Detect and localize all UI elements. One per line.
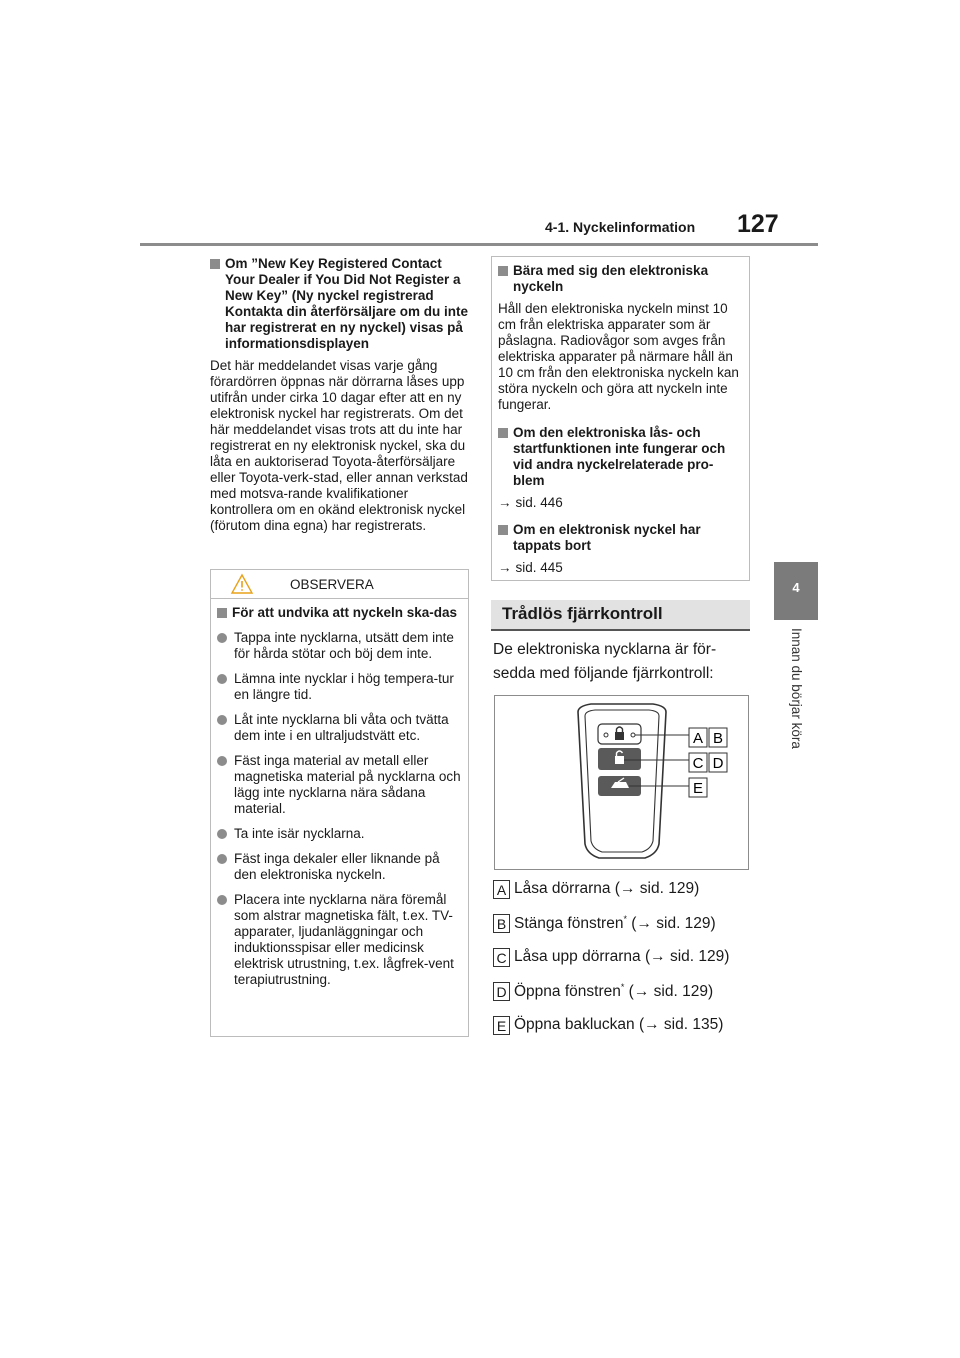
page-reference[interactable]: sid. 129) — [653, 983, 714, 1001]
left-column — [210, 256, 469, 534]
legend-text: Låsa upp dörrarna (→ sid. 129) — [514, 948, 730, 965]
chapter-tab: 4 — [774, 562, 818, 620]
arrow-right-icon: → — [644, 1016, 660, 1033]
bullet-dot-icon — [217, 715, 227, 725]
square-bullet-icon — [498, 428, 508, 438]
section-header-title: 4-1. Nyckelinformation — [545, 219, 696, 235]
info-heading-text: Bära med sig den elektroniska nyckeln — [513, 263, 709, 294]
page-number: 127 — [737, 210, 779, 238]
figure-label-a — [689, 728, 707, 747]
section-intro: De elektroniska nycklarna är för-sedda med följande fjärrkontroll: — [493, 641, 717, 682]
info-box — [491, 256, 750, 581]
bullet-dot-icon — [217, 854, 227, 864]
legend-letter: A — [493, 880, 510, 899]
key-fob-illustration — [495, 696, 750, 871]
info-heading — [498, 263, 743, 295]
notice-box — [210, 569, 469, 1037]
page-reference[interactable]: sid. 129) — [639, 880, 700, 897]
bullet-text: Låt inte nycklarna bli våta och tvätta dem inte i en ultraljudstvätt etc. — [234, 712, 449, 743]
legend-text: Öppna bakluckan (→ sid. 135) — [514, 1016, 724, 1033]
bullet-dot-icon — [217, 633, 227, 643]
bullet-text: Fäst inga material av metall eller magnetiska material på nycklarna och lägg inte nycklarna nära sådana material. — [234, 753, 461, 816]
arrow-right-icon: → — [619, 880, 636, 897]
svg-text:D: D — [712, 755, 724, 772]
svg-text:C: C — [692, 755, 704, 772]
figure-label-e — [689, 778, 707, 797]
square-bullet-icon — [498, 266, 508, 276]
svg-text:A: A — [692, 730, 704, 747]
arrow-right-icon: → — [633, 983, 650, 1001]
footnote-marker: * — [620, 982, 625, 992]
notice-bullet — [217, 671, 462, 703]
legend-text: Låsa dörrarna (→ sid. 129) — [514, 880, 700, 897]
message-heading — [210, 256, 469, 352]
page-reference[interactable] — [498, 495, 743, 510]
arrow-right-icon: → — [498, 560, 512, 575]
chapter-label: Innan du börjar köra — [789, 628, 804, 749]
legend-letter: D — [493, 982, 510, 1001]
info-paragraph: Håll den elektroniska nyckeln minst 10 cm från elektriska apparater som är påslagna. Radiovågor som avges från elektriska apparater på närmare håll än 10 cm från den elektroniska nyckeln kan störa nyckeln och göra att nyckeln inte fungerar. — [498, 301, 739, 412]
info-heading — [498, 522, 743, 554]
bullet-dot-icon — [217, 756, 227, 766]
square-bullet-icon — [498, 525, 508, 535]
notice-bullet — [217, 851, 462, 883]
reference-text: sid. 446 — [515, 495, 563, 510]
legend-letter: B — [493, 914, 510, 933]
notice-bullet — [217, 712, 462, 744]
notice-header — [211, 570, 468, 599]
bullet-dot-icon — [217, 829, 227, 839]
notice-bullet — [217, 630, 462, 662]
figure-label-b — [709, 728, 727, 747]
svg-text:E: E — [692, 780, 704, 797]
notice-title: OBSERVERA — [290, 577, 374, 592]
notice-bullet — [217, 826, 462, 842]
section-heading: Trådlös fjärrkontroll — [491, 600, 750, 631]
legend-letter: C — [493, 948, 510, 967]
key-fob-figure — [494, 695, 749, 870]
notice-bullet — [217, 892, 462, 988]
message-paragraph: Det här meddelandet visas varje gång förardörren öppnas när dörrarna låses upp utifrån under cirka 10 dagar efter att en ny elektronisk nyckel har registrerats. Om det här meddelandet visas trots att du inte har registrerat en ny elektronisk nyckel, ska du låta en auktoriserad Toyota-återförsäljare eller Toyota-verk-stad, eller annan verkstad med motsva-rande kvalifikationer kontrollera om en okänd elektronisk nyckel (förutom dina egna) har registrerats. — [210, 358, 468, 533]
arrow-right-icon: → — [636, 915, 652, 933]
bullet-text: Placera inte nycklarna nära föremål som alstrar magnetiska fält, t.ex. TV-apparater, ljudanläggningar och induktionsspisar eller medicinsk elektrisk utrustning, t.ex. lågfrek-vent terapiutrustning. — [234, 892, 454, 987]
arrow-right-icon: → — [498, 495, 512, 510]
bullet-text: Fäst inga dekaler eller liknande på den elektroniska nyckeln. — [234, 851, 440, 882]
figure-label-c — [689, 753, 707, 772]
notice-heading-text: För att undvika att nyckeln ska-das — [232, 605, 458, 620]
info-heading — [498, 425, 743, 489]
page-reference[interactable] — [498, 560, 743, 575]
svg-text:B: B — [712, 730, 724, 747]
page-reference[interactable]: sid. 129) — [656, 915, 716, 933]
legend-text: Stänga fönstren* (→ sid. 129) — [514, 914, 716, 933]
legend-letter: E — [493, 1016, 510, 1035]
bullet-dot-icon — [217, 674, 227, 684]
bullet-text: Tappa inte nycklarna, utsätt dem inte för hårda stötar och böj dem inte. — [234, 630, 454, 661]
page-reference[interactable]: sid. 135) — [663, 1016, 724, 1033]
figure-label-d — [709, 753, 727, 772]
info-heading-text: Om en elektronisk nyckel har tappats bort — [513, 522, 701, 553]
page-reference[interactable]: sid. 129) — [669, 948, 730, 965]
message-heading-text: Om ”New Key Registered Contact Your Dealer if You Did Not Register a New Key” (Ny nyckel registrerad Kontakta din återförsäljare om du inte har registrerat en ny nyckel) visas på informationsdisplayen — [225, 256, 469, 351]
notice-body — [211, 599, 468, 988]
bullet-text: Ta inte isär nycklarna. — [234, 826, 365, 841]
reference-text: sid. 445 — [515, 560, 563, 575]
square-bullet-icon — [217, 608, 227, 618]
notice-bullet — [217, 753, 462, 817]
square-bullet-icon — [210, 259, 220, 269]
arrow-right-icon: → — [650, 948, 666, 965]
info-heading-text: Om den elektroniska lås- och startfunktionen inte fungerar och vid andra nyckelrelaterade pro-blem — [513, 425, 726, 488]
notice-heading — [217, 605, 462, 621]
legend-text: Öppna fönstren* (→ sid. 129) — [514, 982, 714, 1001]
header-divider — [140, 243, 818, 246]
warning-triangle-icon — [230, 573, 254, 595]
bullet-dot-icon — [217, 895, 227, 905]
footnote-marker: * — [623, 914, 627, 924]
bullet-text: Lämna inte nycklar i hög tempera-tur en längre tid. — [234, 671, 454, 702]
